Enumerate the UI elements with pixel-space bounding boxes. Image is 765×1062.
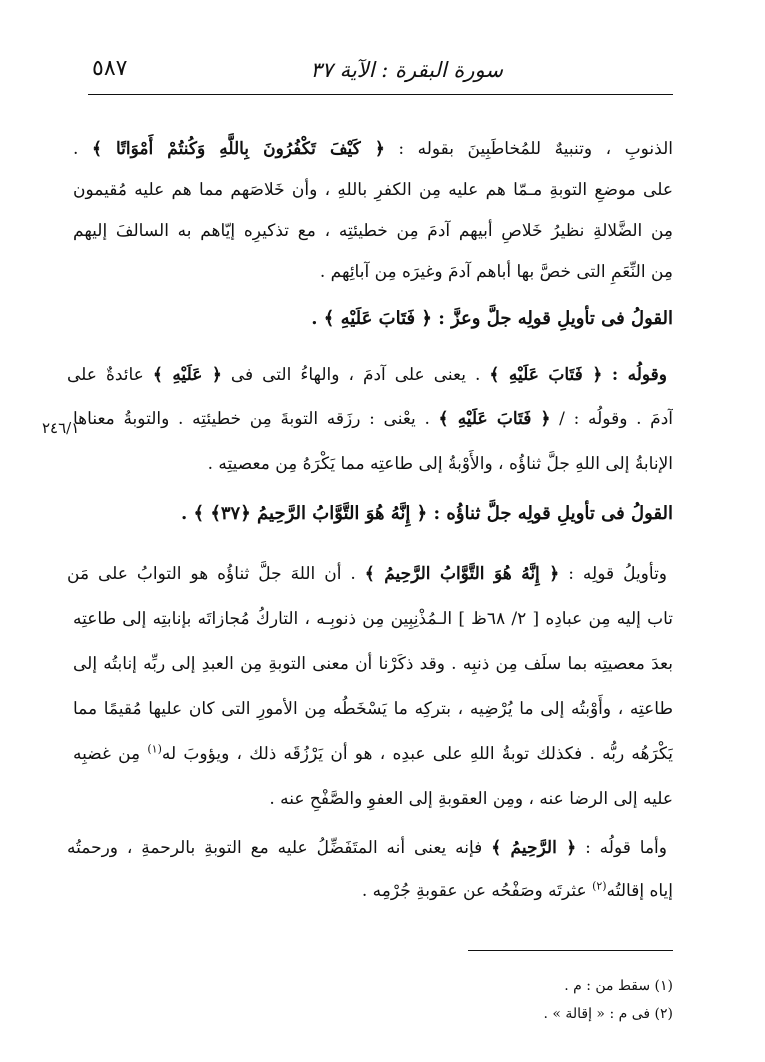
quran-quote: ﴿ إِنَّهُ هُوَ التَّوَّابُ الرَّحِيمُ ﴾ <box>364 564 560 584</box>
body-line: إياه إقالتُه$^{(٢)}$ عثرتَه وصَفْحُه عن عقوبةِ جُرْمِه . <box>361 879 673 901</box>
body-line: طاعتِه ، وأَوْبتُه إلى ما يُرْضِيه ، بتركِه ما يَسْخَطُه مِن الأمورِ التى كان عليها مُقيمًا مما <box>73 699 673 719</box>
body-line: بعدَ معصيتِه بما سلَف مِن ذنبِه . وقد ذكَرْنا أن معنى التوبةِ مِن العبدِ إلى ربِّه إنابتُه إلى <box>73 654 673 674</box>
quran-quote: ﴿ عَلَيْهِ ﴾ <box>152 365 222 385</box>
quran-quote: ﴿ فَتَابَ عَلَيْهِ ﴾ <box>438 409 551 429</box>
body-line: على موضعِ التوبةِ مـمّا هم عليه مِن الكفرِ باللهِ ، وأن خَلاصَهم مما هم عليه مُقيمون <box>73 180 673 200</box>
footnote-marker: (١) <box>147 742 162 756</box>
footnote-marker: (٢) <box>592 879 607 893</box>
body-line: وقولُه : ﴿ فَتَابَ عَلَيْهِ ﴾ . يعنى على آدمَ ، والهاءُ التى فى ﴿ عَلَيْهِ ﴾ عائدةٌ على <box>67 365 668 385</box>
body-line: تاب إليه مِن عبادِه [ ٢/ ٦٨ظ ] الـمُذْنِبِين مِن ذنوبِـه ، التاركُ مُجازاتَه بإنابتِه إلى طاعتِه <box>73 609 673 629</box>
section-heading: القولُ فى تأويلِ قولِه جلَّ ثناؤُه : ﴿ إِنَّهُ هُوَ التَّوَّابُ الرَّحِيمُ ﴿٣٧﴾ ﴾ . <box>180 503 673 524</box>
body-line: مِن الضَّلالةِ نظيرُ خَلاصِ أبيهم آدمَ مِن خطيئتِه ، مع تذكيرِه إيّاهم به السالفَ إليهم <box>73 221 673 241</box>
quran-quote: ﴿ فَتَابَ عَلَيْهِ ﴾ <box>489 365 603 385</box>
margin-reference: ٢٤٦/١ <box>42 419 80 437</box>
body-line: وتأويلُ قولِه : ﴿ إِنَّهُ هُوَ التَّوَّابُ الرَّحِيمُ ﴾ . أن اللهَ جلَّ ثناؤُه هو التوابُ على مَن <box>67 564 668 584</box>
quran-quote: ﴿ الرَّحِيمُ ﴾ <box>491 838 577 858</box>
footnote-divider <box>468 950 673 951</box>
page-number: ٥٨٧ <box>92 56 128 81</box>
footnote: (٢) فى م : « إقالة » . <box>543 1006 673 1022</box>
quran-quote: ﴿ كَيْفَ تَكْفُرُونَ بِاللَّهِ وَكُنتُمْ أَمْوَاتًا ﴾ <box>91 139 385 159</box>
body-line: يَكْرَهُه ربُّه . فكذلك توبةُ اللهِ على عبدِه ، هو أن يَرْزُقَه ذلك ، ويؤوبَ له$^{(١)}$ مِن غضبِه <box>73 742 673 764</box>
body-line: مِن النِّعَمِ التى خصَّ بها أباهم آدمَ وغيرَه مِن آبائِهم . <box>319 262 673 282</box>
running-title: سورة البقرة : الآية ٣٧ <box>310 58 503 82</box>
body-line: وأما قولُه : ﴿ الرَّحِيمُ ﴾ فإنه يعنى أنه المتَفَضِّلُ عليه مع التوبةِ بالرحمةِ ، ورحمتُه <box>67 838 667 858</box>
page-header <box>88 52 673 95</box>
body-line: عليه إلى الرضا عنه ، ومِن العقوبةِ إلى العفوِ والصَّفْحِ عنه . <box>269 789 673 809</box>
body-line: آدمَ . وقولُه : / ﴿ فَتَابَ عَلَيْهِ ﴾ . يعْنى : رزَقه التوبةَ مِن خطيئتِه . والتوبةُ معناها <box>73 409 673 429</box>
body-line: الذنوبِ ، وتنبيهٌ للمُخاطَبِينَ بقوله : ﴿ كَيْفَ تَكْفُرُونَ بِاللَّهِ وَكُنتُمْ أَمْوَاتًا ﴾ . <box>73 139 673 159</box>
footnote: (١) سقط من : م . <box>564 978 673 994</box>
section-heading: القولُ فى تأويلِ قولِه جلَّ وعزَّ : ﴿ فَتَابَ عَلَيْهِ ﴾ . <box>311 308 673 329</box>
body-line: الإنابةُ إلى اللهِ جلَّ ثناؤُه ، والأَوْبةُ إلى طاعتِه مما يَكْرَهُ مِن معصيتِه . <box>207 454 673 474</box>
